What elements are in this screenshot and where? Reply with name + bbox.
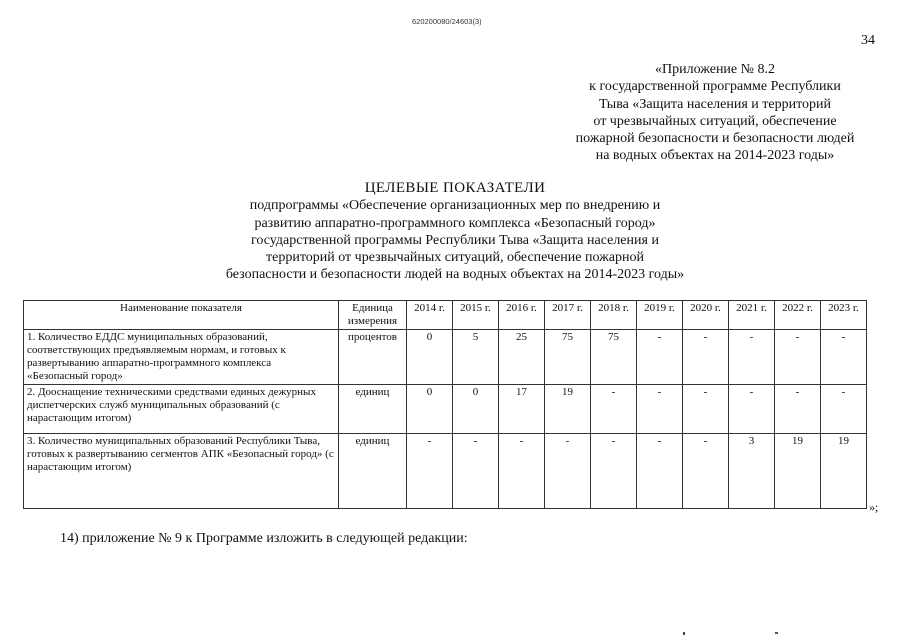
indicator-value: 75 xyxy=(545,330,591,385)
table-header-row xyxy=(24,301,867,330)
header-year: 2020 г. xyxy=(683,301,729,330)
indicator-name: 1. Количество ЕДДС муниципальных образований, соответствующих предъявляемым нормам, и готовых к развертыванию аппаратно-программного комплекса «Безопасный город» xyxy=(24,330,339,385)
header-year: 2014 г. xyxy=(407,301,453,330)
amendment-instruction: 14) приложение № 9 к Программе изложить в следующей редакции: xyxy=(60,531,468,546)
header-year: 2018 г. xyxy=(591,301,637,330)
indicators-table xyxy=(23,300,867,509)
indicator-name: 2. Дооснащение техническими средствами единых дежурных диспетчерских служб муниципальных образований (с нарастающим итогом) xyxy=(24,385,339,434)
header-year: 2017 г. xyxy=(545,301,591,330)
title-line: развитию аппаратно-программного комплекса «Безопасный город» xyxy=(254,215,656,231)
indicator-value: - xyxy=(545,434,591,509)
table-row xyxy=(24,330,867,385)
header-year: 2021 г. xyxy=(729,301,775,330)
indicator-value: - xyxy=(637,385,683,434)
table-row xyxy=(24,434,867,509)
header-unit: Единица измерения xyxy=(339,301,407,330)
appendix-line: Тыва «Защита населения и территорий xyxy=(598,96,832,112)
indicator-value: 5 xyxy=(453,330,499,385)
appendix-line: от чрезвычайных ситуаций, обеспечение xyxy=(593,113,837,129)
indicator-value: 0 xyxy=(407,330,453,385)
indicator-value: - xyxy=(775,385,821,434)
header-indicator-name: Наименование показателя xyxy=(24,301,339,330)
appendix-line: «Приложение № 8.2 xyxy=(655,62,775,77)
indicator-value: - xyxy=(591,385,637,434)
indicator-value: 19 xyxy=(775,434,821,509)
scan-speck xyxy=(683,632,685,635)
closing-quote-mark: »; xyxy=(869,500,879,514)
indicator-value: - xyxy=(499,434,545,509)
indicator-value: 75 xyxy=(591,330,637,385)
indicator-value: - xyxy=(775,330,821,385)
indicator-unit: единиц xyxy=(339,385,407,434)
appendix-line: к государственной программе Республики xyxy=(589,79,841,95)
indicator-value: - xyxy=(637,330,683,385)
scan-speck xyxy=(775,632,778,634)
title-line: безопасности и безопасности людей на водных объектах на 2014-2023 годы» xyxy=(225,267,685,283)
title-line: государственной программы Республики Тыва «Защита населения и xyxy=(251,232,659,248)
page-number: 34 xyxy=(861,33,875,48)
indicator-value: - xyxy=(591,434,637,509)
indicator-unit: процентов xyxy=(339,330,407,385)
indicator-value: - xyxy=(821,330,867,385)
title-line: подпрограммы «Обеспечение организационных мер по внедрению и xyxy=(249,198,661,214)
document-stamp: 620200080/24603(3) xyxy=(412,17,482,26)
indicator-value: 25 xyxy=(499,330,545,385)
indicator-value: 0 xyxy=(453,385,499,434)
indicator-name: 3. Количество муниципальных образований Республики Тыва, готовых к развертыванию сегментов АПК «Безопасный город» (с нарастающим итогом) xyxy=(24,434,339,509)
indicator-value: - xyxy=(407,434,453,509)
header-year: 2019 г. xyxy=(637,301,683,330)
header-year: 2022 г. xyxy=(775,301,821,330)
title-heading: ЦЕЛЕВЫЕ ПОКАЗАТЕЛИ xyxy=(364,180,546,196)
indicator-value: 19 xyxy=(545,385,591,434)
appendix-line: на водных объектах на 2014-2023 годы» xyxy=(595,148,835,164)
indicator-value: 19 xyxy=(821,434,867,509)
header-year: 2015 г. xyxy=(453,301,499,330)
header-year: 2023 г. xyxy=(821,301,867,330)
document-title xyxy=(140,180,770,284)
indicator-unit: единиц xyxy=(339,434,407,509)
indicator-value: - xyxy=(683,385,729,434)
indicator-value: - xyxy=(683,434,729,509)
indicator-value: - xyxy=(453,434,499,509)
title-line: территорий от чрезвычайных ситуаций, обеспечение пожарной xyxy=(266,250,644,266)
header-year: 2016 г. xyxy=(499,301,545,330)
indicator-value: - xyxy=(637,434,683,509)
appendix-line: пожарной безопасности и безопасности людей xyxy=(575,131,855,147)
indicator-value: - xyxy=(729,330,775,385)
indicator-value: - xyxy=(729,385,775,434)
indicator-value: - xyxy=(821,385,867,434)
indicator-value: 17 xyxy=(499,385,545,434)
appendix-header xyxy=(550,61,880,165)
indicator-value: - xyxy=(683,330,729,385)
indicator-value: 3 xyxy=(729,434,775,509)
indicator-value: 0 xyxy=(407,385,453,434)
table-row xyxy=(24,385,867,434)
